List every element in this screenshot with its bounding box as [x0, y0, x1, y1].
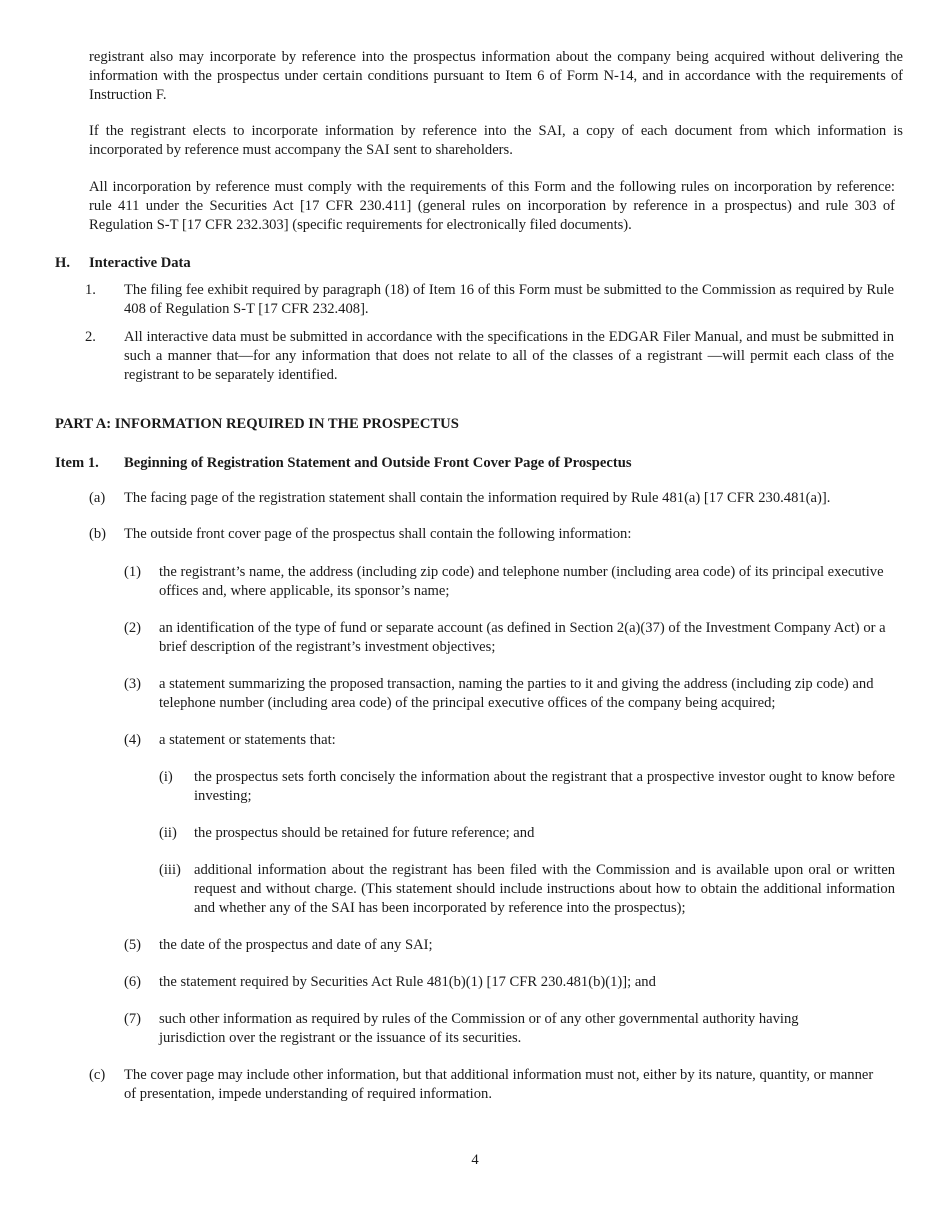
section-h-title: Interactive Data: [89, 255, 191, 271]
section-h-item-1-text: The filing fee exhibit required by paragraph (18) of Item 16 of this Form must be submitted to the Commission as required by Rule 408 of Regulation S-T [17 CFR 232.408].: [124, 282, 894, 317]
section-h-item-2-number: 2.: [85, 329, 96, 345]
item-1-title: Beginning of Registration Statement and Outside Front Cover Page of Prospectus: [124, 455, 632, 471]
item-1b-1-text: the registrant’s name, the address (including zip code) and telephone number (including area code) of its principal executive offices and, where applicable, its sponsor’s name;: [159, 564, 884, 599]
item-1b-7-text: such other information as required by rules of the Commission or of any other governmental authority having jurisdiction over the registrant or the issuance of its securities.: [159, 1011, 799, 1046]
item-1b-4-i-text: the prospectus sets forth concisely the information about the registrant that a prospective investor ought to know before investing;: [194, 769, 895, 804]
item-1c-text: The cover page may include other information, but that additional information must not, either by its nature, quantity, or manner of presentation, impede understanding of required information.: [124, 1067, 874, 1102]
item-1b-2-number: (2): [124, 620, 142, 636]
item-1b-text: The outside front cover page of the prospectus shall contain the following information:: [124, 526, 632, 542]
page-number: 4: [471, 1152, 479, 1168]
item-1b-4-ii-text: the prospectus should be retained for future reference; and: [194, 825, 535, 841]
item-1b-4-ii-number: (ii): [159, 825, 177, 841]
intro-paragraph-3: All incorporation by reference must comply with the requirements of this Form and the following rules on incorporation by reference: rule 411 under the Securities Act [17 CFR 230.411] (general rules on incorporation by reference in a prospectus) and rule 303 of Regulation S-T [17 CFR 232.303] (specific requirements for electronically filed documents).: [89, 179, 895, 233]
item-1b-5-number: (5): [124, 937, 142, 953]
item-1b-4-text: a statement or statements that:: [159, 732, 336, 748]
section-h-item-1-number: 1.: [85, 282, 96, 298]
item-1a-number: (a): [89, 490, 106, 506]
item-1c-number: (c): [89, 1067, 106, 1083]
item-1b-1-number: (1): [124, 564, 142, 580]
item-1-label: Item 1.: [55, 455, 99, 471]
item-1b-number: (b): [89, 526, 107, 542]
item-1b-6-text: the statement required by Securities Act Rule 481(b)(1) [17 CFR 230.481(b)(1)]; and: [159, 974, 656, 990]
item-1b-4-iii-text: additional information about the registrant has been filed with the Commission and is available upon oral or written request and without charge. (This statement should include instructions about how to obtain the additional information and whether any of the SAI has been incorporated by reference into the prospectus);: [194, 862, 895, 916]
item-1b-4-number: (4): [124, 732, 142, 748]
intro-paragraph-2: If the registrant elects to incorporate information by reference into the SAI, a copy of each document from which information is incorporated by reference must accompany the SAI sent to shareholders.: [89, 123, 903, 158]
item-1b-7-number: (7): [124, 1011, 142, 1027]
item-1b-3-text: a statement summarizing the proposed transaction, naming the parties to it and giving the address (including zip code) and telephone number (including area code) of the principal executive offices of the company being acquired;: [159, 676, 874, 711]
part-a-title: PART A: INFORMATION REQUIRED IN THE PROSPECTUS: [55, 416, 459, 432]
section-h-letter: H.: [55, 255, 70, 271]
item-1b-4-iii-number: (iii): [159, 862, 181, 878]
section-h-item-2-text: All interactive data must be submitted in accordance with the specifications in the EDGAR Filer Manual, and must be submitted in such a manner that—for any information that does not relate to all of the classes of a registrant —will permit each class of the registrant to be separately identified.: [124, 329, 894, 383]
item-1b-3-number: (3): [124, 676, 142, 692]
item-1b-6-number: (6): [124, 974, 142, 990]
item-1b-5-text: the date of the prospectus and date of any SAI;: [159, 937, 433, 953]
item-1b-2-text: an identification of the type of fund or separate account (as defined in Section 2(a)(37) of the Investment Company Act) or a brief description of the registrant’s investment objectives;: [159, 620, 886, 655]
intro-paragraph-1: registrant also may incorporate by reference into the prospectus information about the company being acquired without delivering the information with the prospectus under certain conditions pursuant to Item 6 of Form N-14, and in accordance with the requirements of Instruction F.: [89, 49, 903, 103]
item-1a-text: The facing page of the registration statement shall contain the information required by Rule 481(a) [17 CFR 230.481(a)].: [124, 490, 831, 506]
item-1b-4-i-number: (i): [159, 769, 173, 785]
